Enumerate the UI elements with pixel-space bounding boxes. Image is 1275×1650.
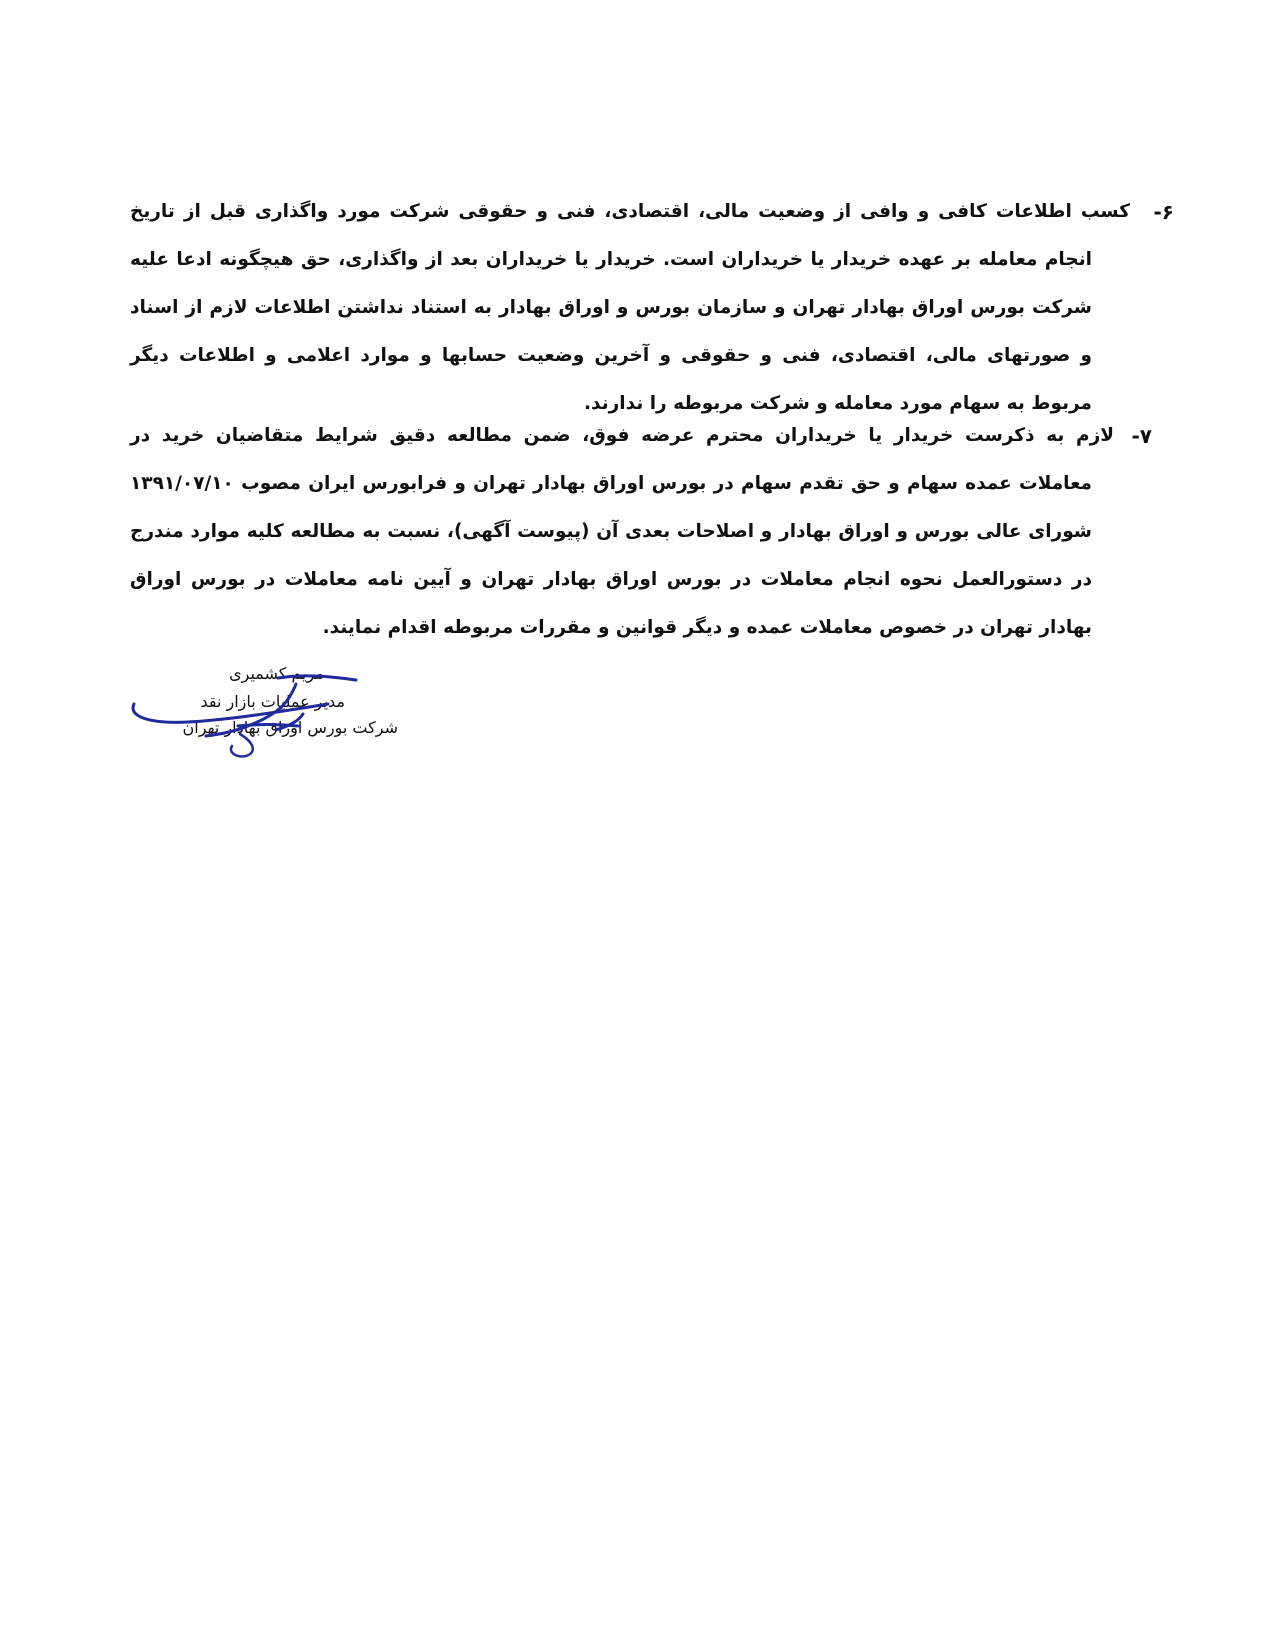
clause-7-number: ۷- bbox=[1131, 424, 1152, 448]
signatory-title: مدیر عملیات بازار نقد bbox=[200, 692, 345, 711]
signatory-company: شرکت بورس اوراق بهادار تهران bbox=[182, 718, 398, 737]
clause-6-number: ۶- bbox=[1153, 200, 1174, 224]
signature-text bbox=[128, 664, 398, 774]
signature-block bbox=[128, 664, 398, 774]
signatory-name: مریم کشمیری bbox=[229, 664, 324, 683]
clause-6 bbox=[130, 188, 1174, 428]
clause-6-text: کسب اطلاعات کافی و وافی از وضعیت مالی، اقتصادی، فنی و حقوقی شرکت مورد واگذاری قبل از تاریخ انجام معامله بر عهده خریدار یا خریداران است. خریدار یا خریداران بعد از واگذاری، حق هیچگونه ادعا علیه شرکت بورس اوراق بهادار تهران و سازمان بورس و اوراق بهادار به استناد نداشتن اطلاعات لازم از اسناد و صورتهای مالی، اقتصادی، فنی و حقوقی و آخرین وضعیت حسابها و موارد اعلامی و اطلاعات دیگر مربوط به سهام مورد معامله و شرکت مربوطه را ندارند. bbox=[130, 201, 1130, 414]
clause-7-text: لازم به ذکرست خریدار یا خریداران محترم عرضه فوق، ضمن مطالعه دقیق شرایط متقاضیان خرید در معاملات عمده سهام و حق تقدم سهام در بورس اوراق بهادار تهران و فرابورس ایران مصوب ۱۳۹۱/۰۷/۱۰ شورای عالی بورس و اوراق بهادار و اصلاحات بعدی آن (پیوست آگهی)، نسبت به مطالعه کلیه موارد مندرج در دستورالعمل نحوه انجام معاملات در بورس اوراق بهادار تهران و آیین نامه معاملات در بورس اوراق بهادار تهران در خصوص معاملات عمده و دیگر قوانین و مقررات مربوطه اقدام نمایند. bbox=[130, 425, 1114, 638]
clause-7 bbox=[130, 412, 1152, 652]
